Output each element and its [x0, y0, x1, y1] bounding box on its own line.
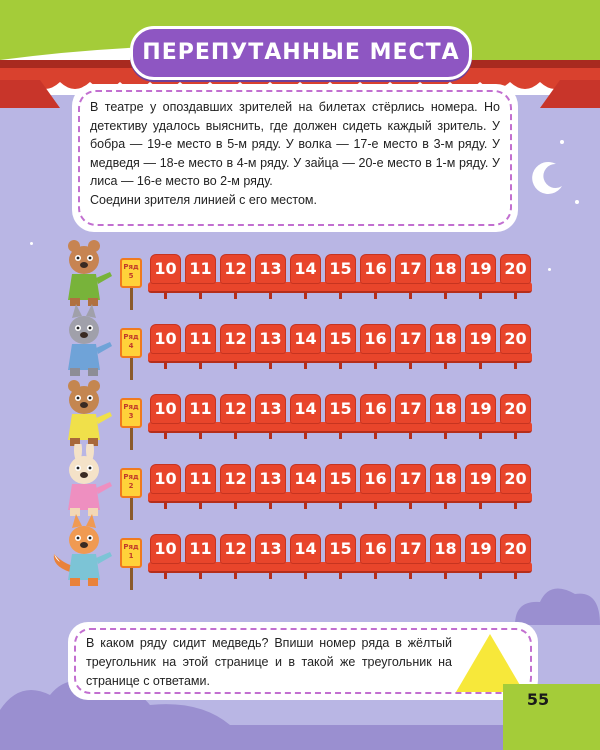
row-sign [120, 538, 142, 568]
seat[interactable]: 16 [360, 324, 391, 354]
seat[interactable]: 11 [185, 324, 216, 354]
seat-leg [479, 433, 482, 439]
seat-leg [304, 363, 307, 369]
seat-group [148, 534, 532, 582]
seat-leg [444, 433, 447, 439]
seat[interactable]: 10 [150, 394, 181, 424]
seat-leg [374, 573, 377, 579]
seat-leg [479, 293, 482, 299]
seat-leg [409, 293, 412, 299]
seat-leg [374, 293, 377, 299]
row-sign-word: Ряд [123, 473, 139, 481]
seat-leg [444, 573, 447, 579]
seat-group [148, 464, 532, 512]
seat[interactable]: 18 [430, 394, 461, 424]
seat[interactable]: 15 [325, 534, 356, 564]
seat-leg [409, 503, 412, 509]
seat-leg [199, 573, 202, 579]
seat-leg [444, 503, 447, 509]
star-decoration [575, 200, 579, 204]
seat[interactable]: 20 [500, 254, 531, 284]
row-sign-word: Ряд [123, 263, 139, 271]
seat[interactable]: 13 [255, 534, 286, 564]
seat-leg [514, 503, 517, 509]
seat-leg [164, 293, 167, 299]
seat[interactable]: 14 [290, 324, 321, 354]
question-text: В каком ряду сидит медведь? Впиши номер ряда в жёлтый треугольник на этой странице и в такой же треугольник на странице с ответами. [86, 636, 452, 688]
seat-leg [339, 363, 342, 369]
row-sign-pole [130, 288, 133, 310]
seat[interactable]: 15 [325, 254, 356, 284]
seat[interactable]: 19 [465, 394, 496, 424]
seat-leg [374, 503, 377, 509]
seat-row [50, 252, 550, 310]
seat[interactable]: 13 [255, 254, 286, 284]
seat-leg [374, 433, 377, 439]
seat[interactable]: 10 [150, 464, 181, 494]
seat-leg [269, 293, 272, 299]
seat[interactable]: 12 [220, 254, 251, 284]
seat-leg [199, 503, 202, 509]
title-banner [130, 26, 472, 80]
seat-leg [199, 363, 202, 369]
seat[interactable]: 14 [290, 394, 321, 424]
seat[interactable]: 19 [465, 324, 496, 354]
seat[interactable]: 10 [150, 324, 181, 354]
seat[interactable]: 13 [255, 464, 286, 494]
bear-icon [50, 374, 120, 450]
seat-leg [409, 573, 412, 579]
seat-row [50, 532, 550, 590]
row-sign-number: 1 [128, 552, 134, 560]
task-instruction: Соедини зрителя линией с его местом. [90, 192, 317, 207]
seat-leg [269, 363, 272, 369]
task-paragraph: В театре у опоздавших зрителей на билетах стёрлись номера. Но детективу удалось выяснить, где должен сидеть каждый зритель. У бобра — 19-е место в 5-м ряду. У волка — 17-е место в 3-м ряду. У медведя — 18-е место в 4-м ряду. У зайца — 20-е место в 1-м ряду. У лиса — 16-е место во 2-м ряду. [90, 100, 500, 189]
seat[interactable]: 15 [325, 324, 356, 354]
seat[interactable]: 16 [360, 254, 391, 284]
seat[interactable]: 11 [185, 464, 216, 494]
seat-leg [304, 573, 307, 579]
seat[interactable]: 12 [220, 324, 251, 354]
task-card [72, 84, 518, 232]
seat-leg [199, 293, 202, 299]
row-sign-word: Ряд [123, 543, 139, 551]
row-sign-pole [130, 358, 133, 380]
seat-leg [479, 503, 482, 509]
seat-leg [339, 293, 342, 299]
row-sign [120, 468, 142, 498]
seat-group [148, 324, 532, 372]
seat[interactable]: 10 [150, 534, 181, 564]
seat[interactable]: 16 [360, 534, 391, 564]
seat[interactable]: 18 [430, 534, 461, 564]
moon-icon [528, 158, 568, 198]
seat[interactable]: 16 [360, 394, 391, 424]
seat[interactable]: 16 [360, 464, 391, 494]
seat[interactable]: 13 [255, 324, 286, 354]
seat-leg [269, 433, 272, 439]
seat[interactable]: 20 [500, 394, 531, 424]
seat[interactable]: 14 [290, 254, 321, 284]
seat-leg [479, 573, 482, 579]
row-sign-number: 3 [128, 412, 134, 420]
seat[interactable]: 15 [325, 464, 356, 494]
seat[interactable]: 11 [185, 254, 216, 284]
seat-group [148, 254, 532, 302]
seat[interactable]: 11 [185, 394, 216, 424]
page-number: 55 [526, 690, 550, 709]
wolf-icon [50, 304, 120, 380]
row-sign [120, 328, 142, 358]
seat-leg [164, 573, 167, 579]
seat-leg [234, 433, 237, 439]
seat[interactable]: 19 [465, 254, 496, 284]
row-sign [120, 258, 142, 288]
seat-leg [234, 293, 237, 299]
seat-leg [234, 503, 237, 509]
seat[interactable]: 14 [290, 534, 321, 564]
row-sign-word: Ряд [123, 403, 139, 411]
seat-leg [514, 433, 517, 439]
seat-leg [444, 293, 447, 299]
seat[interactable]: 11 [185, 534, 216, 564]
seat-leg [409, 363, 412, 369]
seat-leg [339, 573, 342, 579]
seat-leg [514, 363, 517, 369]
row-sign-word: Ряд [123, 333, 139, 341]
seat[interactable]: 13 [255, 394, 286, 424]
beaver-icon [50, 234, 120, 310]
fox-icon [50, 514, 120, 590]
seat[interactable]: 12 [220, 534, 251, 564]
row-sign-number: 4 [128, 342, 134, 350]
seat[interactable]: 18 [430, 464, 461, 494]
seat-leg [339, 503, 342, 509]
page-title: ПЕРЕПУТАННЫЕ МЕСТА [142, 40, 460, 65]
seat-row [50, 392, 550, 450]
seat-leg [234, 363, 237, 369]
seat-leg [444, 363, 447, 369]
seat[interactable]: 10 [150, 254, 181, 284]
seat[interactable]: 18 [430, 324, 461, 354]
seat-leg [269, 503, 272, 509]
star-decoration [30, 242, 33, 245]
seat[interactable]: 20 [500, 324, 531, 354]
seat-leg [304, 293, 307, 299]
seat[interactable]: 12 [220, 464, 251, 494]
seat[interactable]: 17 [395, 534, 426, 564]
seat-row [50, 322, 550, 380]
row-sign-pole [130, 428, 133, 450]
seat-leg [164, 433, 167, 439]
seat[interactable]: 20 [500, 534, 531, 564]
seat-leg [269, 573, 272, 579]
row-sign [120, 398, 142, 428]
seat[interactable]: 19 [465, 464, 496, 494]
seat-leg [234, 573, 237, 579]
seat-leg [164, 363, 167, 369]
hare-icon [50, 444, 120, 520]
seat[interactable]: 20 [500, 464, 531, 494]
seat[interactable]: 17 [395, 464, 426, 494]
row-sign-pole [130, 568, 133, 590]
seat-leg [164, 503, 167, 509]
row-sign-pole [130, 498, 133, 520]
seat[interactable]: 17 [395, 394, 426, 424]
seat[interactable]: 14 [290, 464, 321, 494]
seat-leg [374, 363, 377, 369]
seat[interactable]: 18 [430, 254, 461, 284]
seat-leg [304, 433, 307, 439]
seat-leg [514, 573, 517, 579]
seat[interactable]: 17 [395, 324, 426, 354]
page-number-box [503, 684, 600, 750]
row-sign-number: 5 [128, 272, 134, 280]
seat[interactable]: 15 [325, 394, 356, 424]
seat-leg [514, 293, 517, 299]
row-sign-number: 2 [128, 482, 134, 490]
seat-leg [339, 433, 342, 439]
seat[interactable]: 17 [395, 254, 426, 284]
task-text [90, 98, 500, 210]
seat[interactable]: 19 [465, 534, 496, 564]
seat-row [50, 462, 550, 520]
star-decoration [560, 140, 564, 144]
seat[interactable]: 12 [220, 394, 251, 424]
seat-group [148, 394, 532, 442]
seat-leg [479, 363, 482, 369]
seat-leg [304, 503, 307, 509]
seat-leg [409, 433, 412, 439]
seat-leg [199, 433, 202, 439]
